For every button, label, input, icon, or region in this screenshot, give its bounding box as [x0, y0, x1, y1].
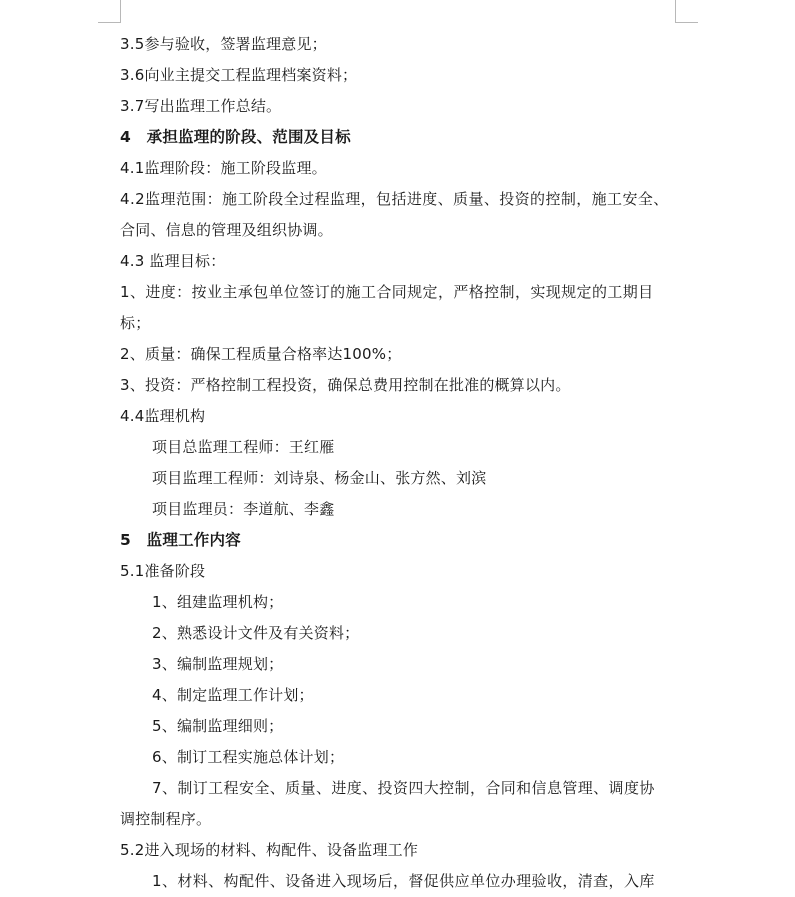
document-body — [120, 29, 680, 897]
text-line-5-2: 5.2进入现场的材料、构配件、设备监理工作 — [120, 841, 419, 859]
list-item-7: 7、制订工程安全、质量、进度、投资四大控制，合同和信息管理、调度协 — [152, 779, 655, 797]
text-line-engineers: 项目监理工程师：刘诗泉、杨金山、张方然、刘滨 — [152, 469, 487, 487]
text-line-goal-progress: 1、进度：按业主承包单位签订的施工合同规定，严格控制，实现规定的工期目 — [120, 283, 654, 301]
list-item-4: 4、制定监理工作计划； — [152, 686, 314, 704]
text-line-chief-engineer: 项目总监理工程师：王红雁 — [152, 438, 335, 456]
crop-mark-top-left — [98, 0, 121, 23]
crop-mark-top-right — [675, 0, 698, 23]
text-line-goal-investment: 3、投资：严格控制工程投资，确保总费用控制在批准的概算以内。 — [120, 376, 571, 394]
list-item-3: 3、编制监理规划； — [152, 655, 284, 673]
text-line-3-6: 3.6向业主提交工程监理档案资料； — [120, 66, 358, 84]
text-line-goal-quality: 2、质量：确保工程质量合格率达100%； — [120, 345, 402, 363]
text-line-3-7: 3.7写出监理工作总结。 — [120, 97, 282, 115]
list-item-2: 2、熟悉设计文件及有关资料； — [152, 624, 360, 642]
text-line-4-2-cont: 合同、信息的管理及组织协调。 — [120, 221, 333, 239]
text-line-4-4: 4.4监理机构 — [120, 407, 206, 425]
text-line-4-2: 4.2监理范围：施工阶段全过程监理，包括进度、质量、投资的控制，施工安全、 — [120, 190, 669, 208]
text-line-goal-progress-cont: 标； — [120, 314, 151, 332]
text-line-4-3: 4.3 监理目标： — [120, 252, 226, 270]
section-heading-4: 4 承担监理的阶段、范围及目标 — [120, 128, 351, 146]
list-item-1: 1、组建监理机构； — [152, 593, 284, 611]
text-line-supervisors: 项目监理员：李道航、李鑫 — [152, 500, 335, 518]
list-item-5-2-1: 1、材料、构配件、设备进入现场后，督促供应单位办理验收，清查，入库 — [152, 872, 655, 890]
text-line-5-1: 5.1准备阶段 — [120, 562, 206, 580]
list-item-7-cont: 调控制程序。 — [120, 810, 212, 828]
list-item-5: 5、编制监理细则； — [152, 717, 284, 735]
section-heading-5: 5 监理工作内容 — [120, 531, 241, 549]
text-line-4-1: 4.1监理阶段：施工阶段监理。 — [120, 159, 327, 177]
text-line-3-5: 3.5参与验收，签署监理意见； — [120, 35, 327, 53]
list-item-6: 6、制订工程实施总体计划； — [152, 748, 345, 766]
